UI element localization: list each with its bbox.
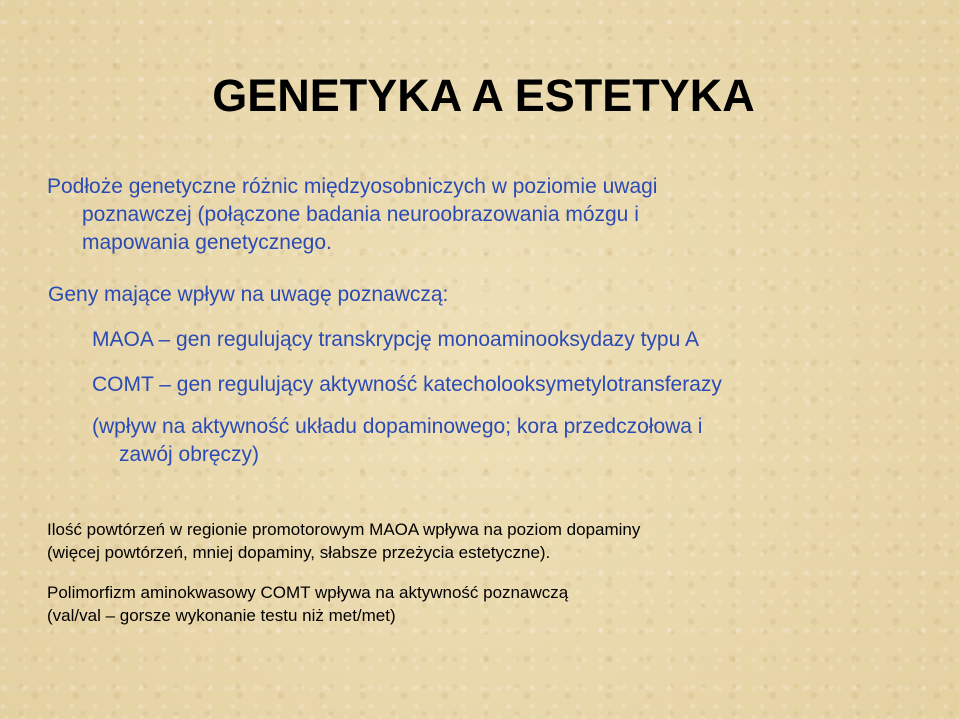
intro-line-2: poznawczej (połączone badania neuroobrazowania mózgu i: [82, 203, 639, 226]
note-maoa-line-2: (więcej powtórzeń, mniej dopaminy, słabsze przeżycia estetyczne).: [47, 543, 551, 562]
gene-comt-text: COMT – gen regulujący aktywność katecholooksymetylotransferazy: [92, 373, 722, 396]
note-comt: [47, 581, 927, 627]
gene-maoa-text: MAOA – gen regulujący transkrypcję monoaminooksydazy typu A: [92, 328, 699, 351]
gene-effect-line-2: zawój obręczy): [119, 443, 260, 466]
note-comt-line-2: (val/val – gorsze wykonanie testu niż met/met): [47, 606, 396, 625]
gene-effect-text: [92, 413, 912, 469]
note-comt-line-1: Polimorfizm aminokwasowy COMT wpływa na aktywność poznawczą: [47, 583, 569, 602]
gene-effect-line-1: (wpływ na aktywność układu dopaminowego; kora przedczołowa i: [92, 415, 703, 438]
intro-paragraph: [47, 173, 867, 257]
note-maoa: [47, 518, 927, 564]
slide-title: GENETYKA A ESTETYKA: [212, 70, 755, 121]
genes-heading: Geny mające wpływ na uwagę poznawczą:: [48, 283, 449, 306]
intro-line-1: Podłoże genetyczne różnic międzyosobniczych w poziomie uwagi: [47, 175, 658, 198]
intro-line-3: mapowania genetycznego.: [82, 231, 332, 254]
note-maoa-line-1: Ilość powtórzeń w regionie promotorowym MAOA wpływa na poziom dopaminy: [47, 520, 641, 539]
